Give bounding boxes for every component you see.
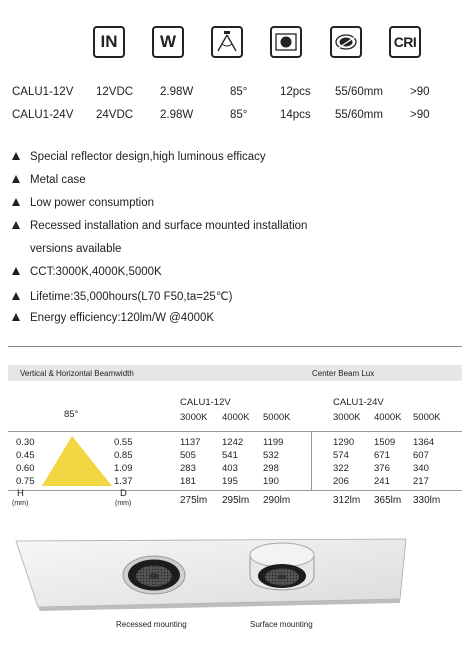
feature-item: Lifetime:35,000hours(L70 F50,ta=25℃) xyxy=(12,289,232,303)
lumen-cell: 365lm xyxy=(374,495,402,506)
beam-angle-icon xyxy=(211,26,243,58)
table-column-divider xyxy=(311,432,312,490)
feature-item: Special reflector design,high luminous efficacy xyxy=(12,151,266,163)
h-value: 0.30 xyxy=(16,437,35,448)
lux-cell: 541 xyxy=(222,450,238,461)
d-unit-label: (mm) xyxy=(115,500,132,507)
d-value: 0.85 xyxy=(114,450,133,461)
in-icon: IN xyxy=(93,26,125,58)
model-pcs: 12pcs xyxy=(280,86,311,98)
model-pcs: 14pcs xyxy=(280,109,311,121)
lumen-cell: 312lm xyxy=(333,495,361,506)
lux-cell: 403 xyxy=(222,463,238,474)
bullet-triangle-icon xyxy=(12,175,20,183)
cct-header: 5000K xyxy=(263,412,291,423)
lux-cell: 298 xyxy=(263,463,279,474)
cct-header: 4000K xyxy=(222,412,250,423)
d-value: 1.37 xyxy=(114,476,133,487)
cutout-icon xyxy=(270,26,302,58)
bullet-triangle-icon xyxy=(12,267,20,275)
surface-mounting-label: Surface mounting xyxy=(250,620,313,629)
model-voltage: 12VDC xyxy=(96,86,134,98)
h-unit-label: (mm) xyxy=(12,500,29,507)
lux-cell: 217 xyxy=(413,476,429,487)
beam-angle-label: 85° xyxy=(64,409,79,420)
lux-cell: 1137 xyxy=(180,437,201,448)
lux-cell: 241 xyxy=(374,476,390,487)
model-12v-label: CALU1-12V xyxy=(180,397,231,408)
feature-item: Energy efficiency:120lm/W @4000K xyxy=(12,312,214,324)
lux-cell: 195 xyxy=(222,476,238,487)
feature-item: Recessed installation and surface mounted installation xyxy=(12,220,307,232)
cri-icon: CRI xyxy=(389,26,421,58)
mounting-illustration xyxy=(10,535,440,615)
center-lux-header: Center Beam Lux xyxy=(312,369,375,378)
model-power: 2.98W xyxy=(160,86,194,98)
cct-header: 4000K xyxy=(374,412,402,423)
cct-header: 5000K xyxy=(413,412,441,423)
model-size: 55/60mm xyxy=(335,109,383,121)
lux-cell: 190 xyxy=(263,476,279,487)
model-name: CALU1-24V xyxy=(12,109,74,121)
lux-cell: 1242 xyxy=(222,437,244,448)
model-voltage: 24VDC xyxy=(96,109,134,121)
cct-header: 3000K xyxy=(333,412,361,423)
lumen-cell: 295lm xyxy=(222,495,250,506)
model-power: 2.98W xyxy=(160,109,194,121)
w-icon: W xyxy=(152,26,184,58)
h-axis-label: H xyxy=(17,488,24,499)
bullet-triangle-icon xyxy=(12,198,20,206)
model-name: CALU1-12V xyxy=(12,86,74,98)
size-icon xyxy=(330,26,362,58)
beamwidth-header: Vertical & Horizontal Beamwidth xyxy=(20,369,134,378)
lux-cell: 1509 xyxy=(374,437,396,448)
h-value: 0.60 xyxy=(16,463,35,474)
lux-cell: 532 xyxy=(263,450,279,461)
d-value: 0.55 xyxy=(114,437,133,448)
lux-cell: 505 xyxy=(180,450,196,461)
section-divider xyxy=(8,346,462,347)
h-value: 0.75 xyxy=(16,476,35,487)
lux-cell: 574 xyxy=(333,450,349,461)
lux-cell: 283 xyxy=(180,463,196,474)
recessed-mounting-label: Recessed mounting xyxy=(116,620,187,629)
lux-cell: 376 xyxy=(374,463,390,474)
lux-cell: 1199 xyxy=(263,437,284,448)
feature-item: CCT:3000K,4000K,5000K xyxy=(12,266,162,278)
lux-cell: 181 xyxy=(180,476,196,487)
beam-cone-graphic xyxy=(40,432,120,492)
lux-cell: 206 xyxy=(333,476,349,487)
bullet-triangle-icon xyxy=(12,152,20,160)
model-size: 55/60mm xyxy=(335,86,383,98)
model-angle: 85° xyxy=(230,86,248,98)
lux-cell: 1290 xyxy=(333,437,355,448)
lux-cell: 322 xyxy=(333,463,349,474)
feature-item-continued: versions available xyxy=(30,243,122,255)
model-24v-label: CALU1-24V xyxy=(333,397,384,408)
lux-cell: 1364 xyxy=(413,437,435,448)
lumen-cell: 330lm xyxy=(413,495,441,506)
d-value: 1.09 xyxy=(114,463,133,474)
lux-cell: 607 xyxy=(413,450,429,461)
model-angle: 85° xyxy=(230,109,248,121)
model-cri: >90 xyxy=(410,109,430,121)
lux-cell: 671 xyxy=(374,450,390,461)
bullet-triangle-icon xyxy=(12,313,20,321)
h-value: 0.45 xyxy=(16,450,35,461)
lumen-cell: 275lm xyxy=(180,495,208,506)
lux-cell: 340 xyxy=(413,463,429,474)
feature-item: Low power consumption xyxy=(12,197,154,209)
bullet-triangle-icon xyxy=(12,221,20,229)
cct-header: 3000K xyxy=(180,412,208,423)
lumen-cell: 290lm xyxy=(263,495,291,506)
d-axis-label: D xyxy=(120,488,127,499)
model-cri: >90 xyxy=(410,86,430,98)
feature-item: Metal case xyxy=(12,174,86,186)
bullet-triangle-icon xyxy=(12,292,20,300)
